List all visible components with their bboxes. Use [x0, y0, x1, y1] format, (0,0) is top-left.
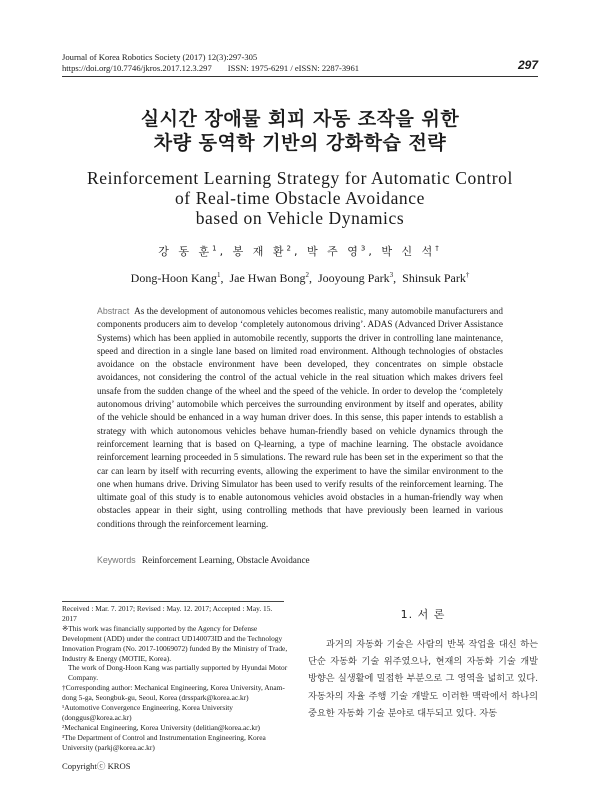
korean-author-name: 박 신 석 [381, 245, 436, 258]
korean-author-separator: , [368, 245, 382, 258]
english-author-affiliation-mark: 2 [305, 271, 309, 279]
footnote: The work of Dong-Hoon Kang was partially supported by Hyundai Motor Company. [68, 663, 288, 683]
footnote: ※This work was financially supported by the Agency for Defense Development (ADD) under the contract UD140073ID and the Technology Innovation Program (No. 2017-10069072) funded By the Ministry of Trade, Industry & Energy (MOTIE, Korea). [62, 623, 288, 663]
journal-citation: Journal of Korea Robotics Society (2017) 12(3):297-305 [62, 52, 258, 62]
footnote: ²Mechanical Engineering, Korea University (delitian@korea.ac.kr) [62, 722, 261, 732]
english-title-line-2: of Real-time Obstacle Avoidance [174, 188, 426, 208]
english-title-line-3: based on Vehicle Dynamics [195, 208, 405, 228]
english-author-affiliation-mark: 3 [389, 271, 394, 279]
footnote: ¹Automotive Convergence Engineering, Korea University (donggus@korea.ac.kr) [62, 703, 233, 722]
english-author-separator: , [393, 271, 403, 285]
keywords-label: Keywords [97, 555, 136, 565]
abstract [97, 305, 503, 531]
doi-link[interactable]: https://doi.org/10.7746/jkros.2017.12.3.297 [62, 63, 212, 73]
korean-author-affiliation-mark: 3 [360, 244, 369, 253]
introduction-body [308, 636, 538, 722]
english-author-separator: , [308, 271, 318, 285]
abstract-label: Abstract [97, 306, 130, 316]
english-title-line-1: Reinforcement Learning Strategy for Automatic Control [87, 168, 513, 188]
english-author-name: Jae Hwan Bong [229, 271, 306, 285]
english-author-name: Dong-Hoon Kang [130, 271, 217, 285]
abstract-text: As the development of autonomous vehicles becomes realistic, many automobile manufacturers and components producers aim to develop ‘completely autonomous driving’. ADAS (Advanced Driver Assistance Systems) which has been applied in automobile recently, supports the driver in controlling lane maintenance, speed and direction in a single lane based on limited road environment. Although technologies of obstacles avoidance on the obstacle environment have been developed, they concentrates on simple obstacle avoidances, not considering the control of the actual vehicle in the real situation which makes drivers feel unsafe from the sudden change of the wheel and the speed of the vehicle. In order to develop the ‘completely autonomous driving’ automobile which perceives the surrounding environment by itself and operates, ability of the vehicle should be enhanced in a way human driver does. In this sense, this paper intends to establish a strategy with which autonomous vehicles behave human-friendly based on vehicle dynamics through the reinforcement learning that is based on Q-learning, a type of machine learning. The obstacle avoidance reinforcement learning proceeded in 5 simulations. The reward rule has been set in the experiment so that the car can learn by itself with recurring events, allowing the experiment to have the similar environment to the one when humans drive. Driving Simulator has been used to verify results of the reinforcement learning. The ultimate goal of this study is to enable autonomous vehicles avoid obstacles in a human-friendly way when obstacles appear in their sight, using controlling methods that have previously been learned in various conditions through the reinforcement learning. [97, 306, 503, 529]
footnote: Received : Mar. 7. 2017; Revised : May. 12. 2017; Accepted : May. 15. 2017 [62, 604, 273, 623]
korean-author-name: 강 동 훈 [158, 245, 213, 258]
issn-text: ISSN: 1975-6291 / eISSN: 2287-3961 [227, 63, 360, 73]
page-number: 297 [517, 58, 538, 72]
korean-author-name: 박 주 영 [306, 245, 361, 258]
korean-author-affiliation-mark: 2 [286, 244, 294, 253]
footnote-rule [62, 601, 284, 602]
korean-author-name: 봉 재 환 [232, 245, 287, 258]
header-rule [62, 76, 538, 77]
introduction-paragraph: 과거의 자동화 기술은 사람의 반복 작업을 대신 하는 단순 자동화 기술 위주였으나, 현재의 자동화 기술 개발 방향은 실생활에 밀접한 부분으로 그 영역을 넓히고 있다. 자동차의 자율 주행 기술 개발도 이러한 맥락에서 하나의 중요한 자동화 기술 분야로 대두되고 있다. 자동 [308, 639, 538, 719]
korean-title-line-1: 실시간 장애물 회피 자동 조작을 위한 [140, 108, 460, 130]
english-author-affiliation-mark: † [465, 271, 470, 279]
english-author-name: Shinsuk Park [402, 271, 466, 285]
keywords [97, 555, 503, 565]
journal-identifiers [62, 63, 359, 74]
korean-author-separator: , [293, 245, 307, 258]
footnotes [62, 604, 288, 753]
english-author-list [0, 271, 600, 286]
footnote: †Corresponding author: Mechanical Engineering, Korea University, Anam-dong 5-ga, Seongbuk-gu, Seoul, Korea (drsspark@korea.ac.kr) [62, 683, 285, 703]
korean-title-line-2: 차량 동역학 기반의 강화학습 전략 [153, 132, 447, 154]
keywords-text: Reinforcement Learning, Obstacle Avoidance [141, 555, 310, 565]
copyright: Copyrightⓒ KROS [62, 761, 131, 771]
english-author-name: Jooyoung Park [317, 271, 390, 285]
footnote: ³The Department of Control and Instrumentation Engineering, Korea University (parkj@korea.ac.kr) [62, 732, 266, 752]
korean-author-list [0, 243, 600, 259]
english-author-affiliation-mark: 1 [216, 271, 221, 279]
english-author-separator: , [220, 271, 230, 285]
korean-author-separator: , [219, 245, 233, 258]
section-heading: 1. 서 론 [400, 608, 446, 621]
korean-author-affiliation-mark: † [435, 244, 442, 253]
korean-author-affiliation-mark: 1 [212, 244, 220, 253]
